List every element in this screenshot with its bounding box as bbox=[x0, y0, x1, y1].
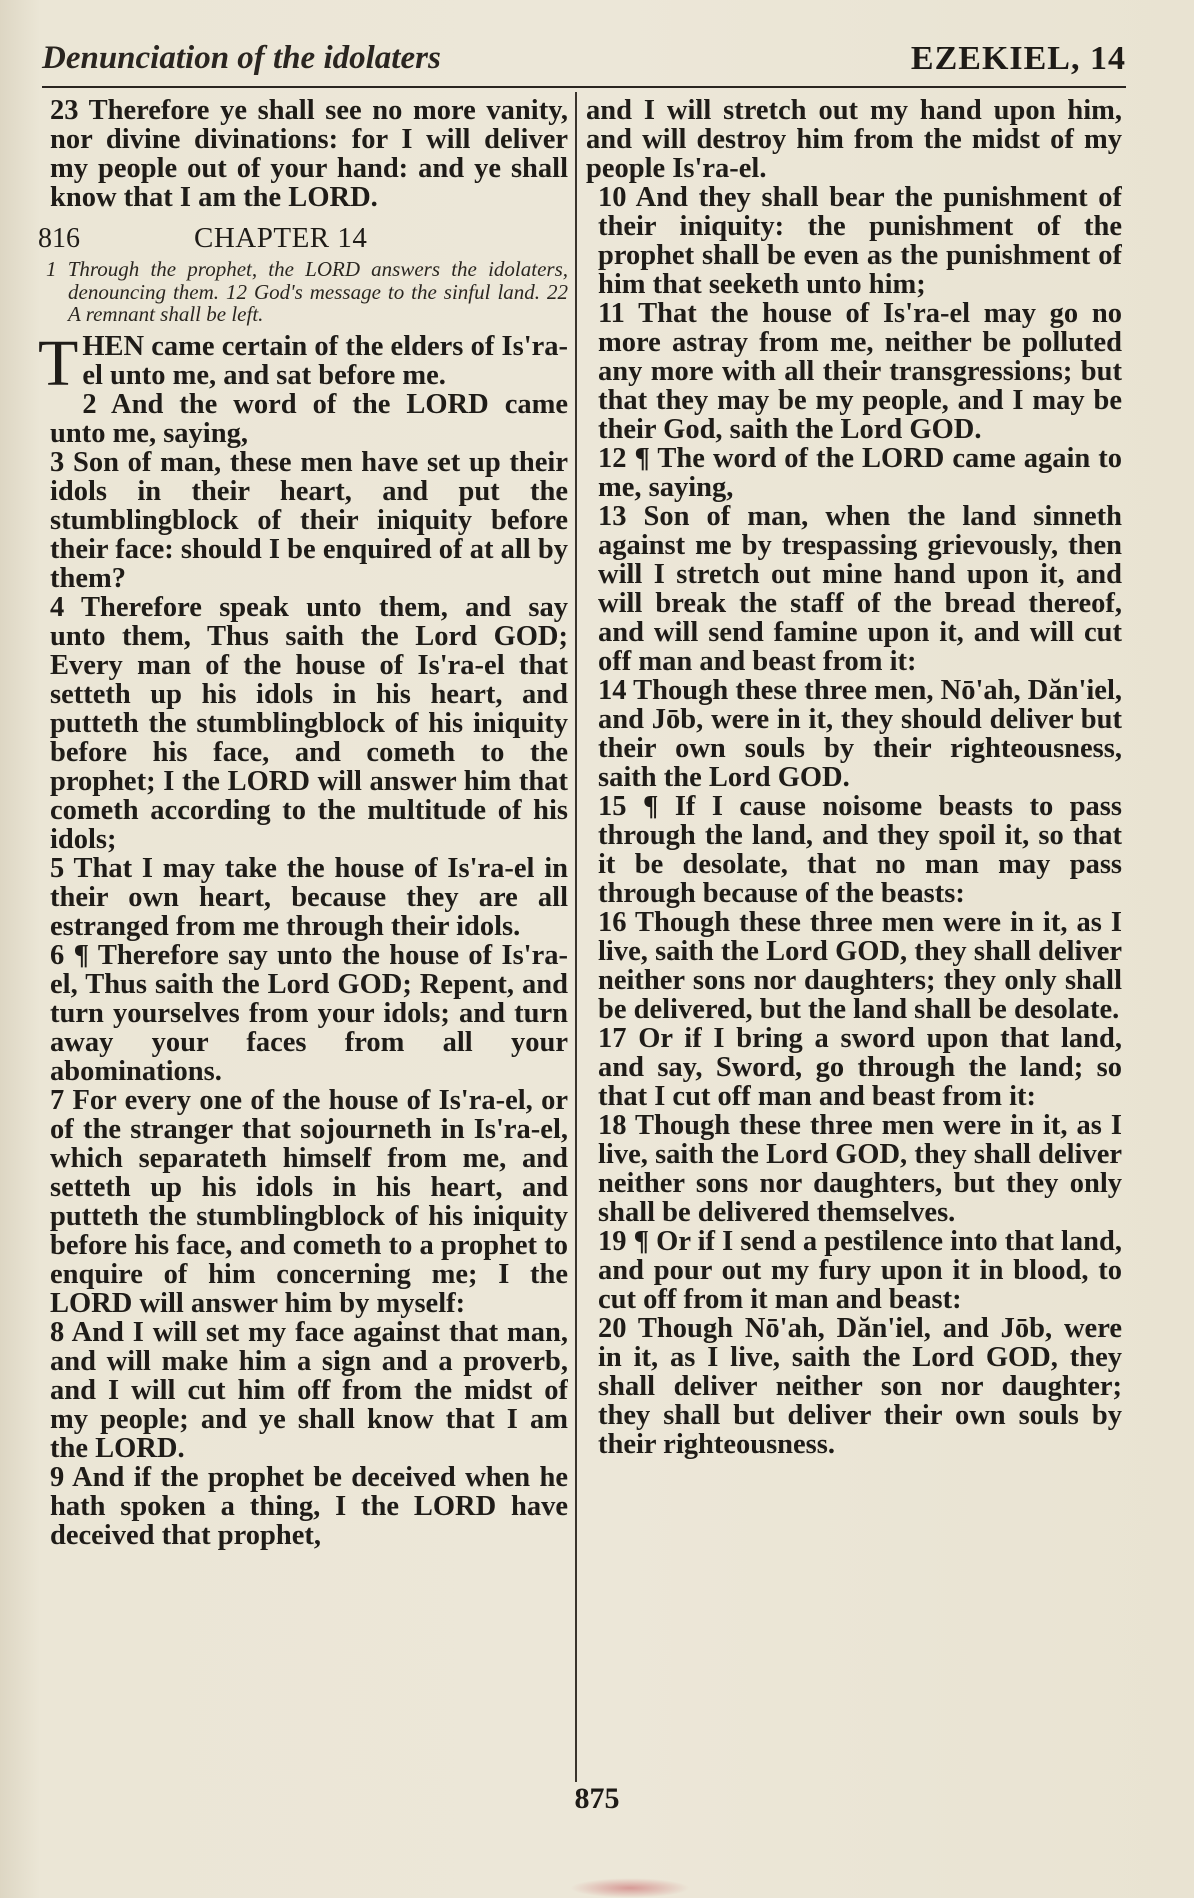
verse-23: 23 Therefore ye shall see no more vanity, nor divine divinations: for I will deliver my people out of your hand: and ye shall know that I am the LORD. bbox=[50, 96, 568, 213]
right-column bbox=[586, 96, 1122, 1776]
verse-1 bbox=[38, 326, 568, 400]
verse-16: 16 Though these three men were in it, as I live, saith the Lord GOD, they shall deliver neither sons nor daughters; they only shall be delivered, but the land shall be desolate. bbox=[598, 907, 1122, 1025]
column-divider bbox=[575, 92, 577, 1782]
ink-stain bbox=[570, 1878, 690, 1898]
left-column bbox=[38, 96, 568, 1776]
verse-12: 12 ¶ The word of the LORD came again to me, saying, bbox=[598, 443, 1122, 503]
verse-13: 13 Son of man, when the land sinneth against me by trespassing grievously, then will I stretch out mine hand upon it, and will break the staff of the bread thereof, and will send famine upon it, and will cut off man and beast from it: bbox=[598, 501, 1122, 677]
verse-4: 4 Therefore speak unto them, and say unto them, Thus saith the Lord GOD; Every man of the house of Is'ra-el that setteth up his idols in his heart, and putteth the stumblingblock of his iniquity before his face, and cometh to the prophet; I the LORD will answer him that cometh according to the multitude of his idols; bbox=[50, 591, 568, 855]
page-number: 875 bbox=[574, 1782, 620, 1815]
verse-9: 9 And if the prophet be deceived when he hath spoken a thing, I the LORD have deceived that prophet, bbox=[50, 1461, 568, 1551]
verse-15: 15 ¶ If I cause noisome beasts to pass through the land, and they spoil it, so that it be desolate, that no man may pass through because of the beasts: bbox=[598, 791, 1122, 909]
verse-2: 2 And the word of the LORD came unto me, saying, bbox=[50, 388, 568, 449]
running-title: Denunciation of the idolaters bbox=[42, 40, 441, 76]
verse-6: 6 ¶ Therefore say unto the house of Is'ra-el, Thus saith the Lord GOD; Repent, and turn yourselves from your idols; and turn away your faces from all your abominations. bbox=[50, 939, 568, 1087]
verse-5: 5 That I may take the house of Is'ra-el in their own heart, because they are all estranged from me through their idols. bbox=[50, 852, 568, 942]
verse-10: 10 And they shall bear the punishment of their iniquity: the punishment of the prophet shall be even as the punishment of him that seeketh unto him; bbox=[598, 182, 1122, 300]
verse-17: 17 Or if I bring a sword upon that land, and say, Sword, go through the land; so that I cut off man and beast from it: bbox=[598, 1023, 1122, 1112]
verse-8: 8 And I will set my face against that man, and will make him a sign and a proverb, and I will cut him off from the midst of my people; and ye shall know that I am the LORD. bbox=[50, 1316, 568, 1464]
page-header bbox=[42, 40, 1126, 88]
chapter-title: CHAPTER 14 bbox=[194, 222, 368, 254]
verse-1-text: HEN came certain of the elders of Is'ra-el unto me, and sat before me. bbox=[82, 330, 568, 391]
verse-7: 7 For every one of the house of Is'ra-el, or of the stranger that sojourneth in Is'ra-el, which separateth himself from me, and setteth up his idols in his heart, and putteth the stumblingblock of his iniquity before his face, and cometh to a prophet to enquire of him concerning me; I the LORD will answer him by myself: bbox=[50, 1084, 568, 1319]
drop-cap: T bbox=[38, 326, 79, 400]
verse-18: 18 Though these three men were in it, as I live, saith the Lord GOD, they shall deliver neither sons nor daughters, but they only shall be delivered themselves. bbox=[598, 1110, 1122, 1228]
verse-19: 19 ¶ Or if I send a pestilence into that land, and pour out my fury upon it in blood, to cut off from it man and beast: bbox=[598, 1226, 1122, 1315]
verse-14: 14 Though these three men, Nō'ah, Dăn'iel, and Jōb, were in it, they should deliver but their own souls by their righteousness, saith the Lord GOD. bbox=[598, 675, 1122, 793]
chapter-summary: 1 Through the prophet, the LORD answers the idolaters, denouncing them. 12 God's message to the sinful land. 22 A remnant shall be left. bbox=[46, 257, 568, 326]
verse-11: 11 That the house of Is'ra-el may go no more astray from me, neither be polluted any more with all their transgressions; but that they may be my people, and I may be their God, saith the Lord GOD. bbox=[598, 298, 1122, 445]
verse-20: 20 Though Nō'ah, Dăn'iel, and Jōb, were in it, as I live, saith the Lord GOD, they shall deliver neither son nor daughter; they shall but deliver their own souls by their righteousness. bbox=[598, 1313, 1122, 1460]
verse-9-continued: and I will stretch out my hand upon him, and will destroy him from the midst of my people Is'ra-el. bbox=[586, 96, 1122, 184]
verse-3: 3 Son of man, these men have set up their idols in their heart, and put the stumblingblock of their iniquity before their face: should I be enquired of at all by them? bbox=[50, 446, 568, 594]
chapter-heading bbox=[38, 224, 568, 256]
chapter-reference-number: 816 bbox=[38, 223, 80, 254]
book-chapter-label: EZEKIEL, 14 bbox=[910, 40, 1126, 77]
